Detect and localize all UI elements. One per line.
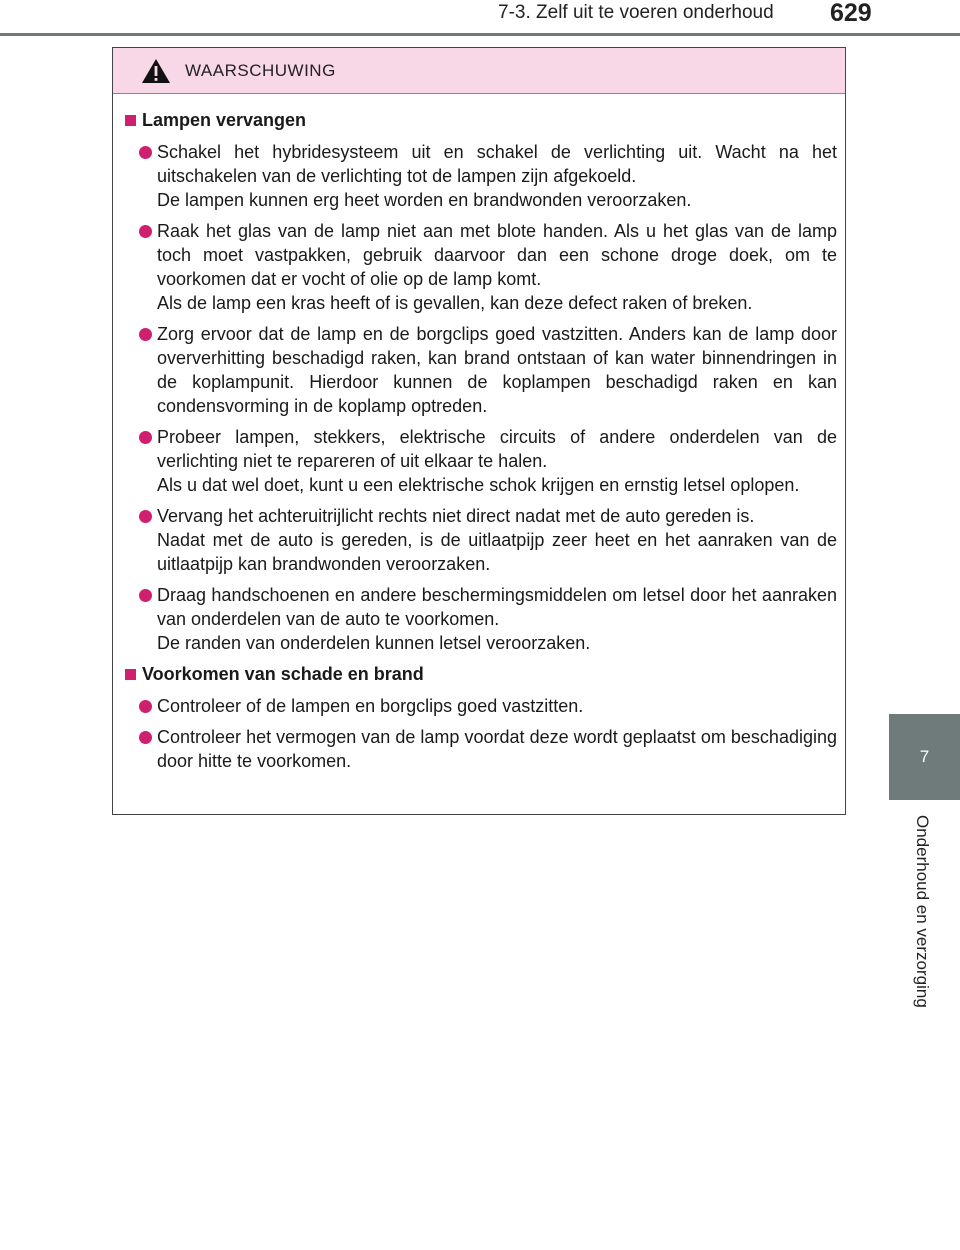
bullet-dot-icon (139, 146, 152, 159)
bullet-item (125, 425, 837, 497)
bullet-text: Draag handschoenen en andere beschermingsmiddelen om letsel door het aanraken van onderdelen van de auto te voorkomen. (157, 585, 837, 629)
section-heading-text: Voorkomen van schade en brand (142, 664, 424, 684)
bullet-item (125, 504, 837, 576)
page-number: 629 (830, 0, 872, 27)
bullet-dot-icon (139, 328, 152, 341)
section-square-icon (125, 115, 136, 126)
bullet-text: Als de lamp een kras heeft of is gevallen, kan deze defect raken of breken. (157, 293, 753, 313)
bullet-item (125, 583, 837, 655)
bullet-dot-icon (139, 731, 152, 744)
warning-header (113, 48, 845, 94)
bullet-dot-icon (139, 225, 152, 238)
header-rule (0, 33, 960, 36)
warning-title: WAARSCHUWING (185, 60, 336, 80)
chapter-tab[interactable] (889, 714, 960, 800)
bullet-text: Probeer lampen, stekkers, elektrische circuits of andere onderdelen van de verlichting niet te repareren of uit elkaar te halen. (157, 427, 837, 471)
bullet-item (125, 725, 837, 773)
bullet-text: Nadat met de auto is gereden, is de uitlaatpijp zeer heet en het aanraken van de uitlaatpijp kan brandwonden veroorzaken. (157, 530, 837, 574)
warning-content (113, 94, 845, 773)
section-square-icon (125, 669, 136, 680)
bullet-text: Als u dat wel doet, kunt u een elektrische schok krijgen en ernstig letsel oplopen. (157, 475, 800, 495)
chapter-number: 7 (919, 747, 930, 766)
warning-triangle-icon (141, 58, 171, 84)
bullet-text: De randen van onderdelen kunnen letsel veroorzaken. (157, 633, 591, 653)
bullet-dot-icon (139, 431, 152, 444)
bullet-text: Controleer het vermogen van de lamp voordat deze wordt geplaatst om beschadiging door hitte te voorkomen. (157, 727, 837, 771)
warning-box (112, 47, 846, 815)
chapter-title: Onderhoud en verzorging (913, 815, 932, 1008)
bullet-text: Raak het glas van de lamp niet aan met blote handen. Als u het glas van de lamp toch moet vastpakken, gebruik daarvoor dan een schone droge doek, om te voorkomen dat er vocht of olie op de lamp komt. (157, 221, 837, 289)
bullet-item (125, 219, 837, 315)
bullet-dot-icon (139, 700, 152, 713)
chapter-section-title: 7-3. Zelf uit te voeren onderhoud (498, 2, 774, 23)
bullet-text: Schakel het hybridesysteem uit en schakel de verlichting uit. Wacht na het uitschakelen van de verlichting tot de lampen zijn afgekoeld. (157, 142, 837, 186)
section-heading (125, 662, 837, 686)
section-heading-text: Lampen vervangen (142, 110, 307, 130)
bullet-text: De lampen kunnen erg heet worden en brandwonden veroorzaken. (157, 190, 692, 210)
bullet-item (125, 322, 837, 418)
bullet-text: Vervang het achteruitrijlicht rechts niet direct nadat met de auto gereden is. (157, 506, 755, 526)
bullet-item (125, 694, 837, 718)
bullet-text: Zorg ervoor dat de lamp en de borgclips goed vastzitten. Anders kan de lamp door oververhitting beschadigd raken, kan brand ontstaan of kan water binnendringen in de koplampunit. Hierdoor kunnen de koplampen beschadigd raken en kan condensvorming in de koplamp optreden. (157, 324, 837, 416)
bullet-dot-icon (139, 589, 152, 602)
bullet-dot-icon (139, 510, 152, 523)
section-heading (125, 108, 837, 132)
bullet-text: Controleer of de lampen en borgclips goed vastzitten. (157, 696, 584, 716)
bullet-item (125, 140, 837, 212)
